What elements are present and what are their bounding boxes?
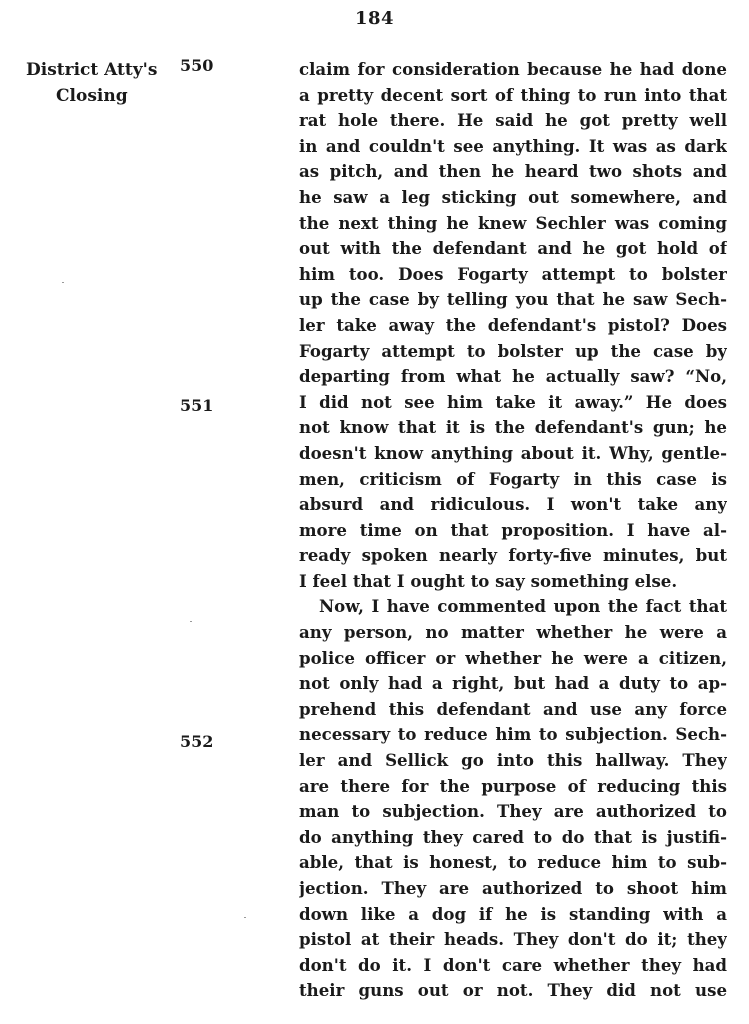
text-line: departing from what he actually saw? “No, bbox=[299, 366, 727, 387]
text-line: not only had a right, but had a duty to ap- bbox=[299, 673, 727, 694]
sidenote-line-2: Closing bbox=[56, 86, 128, 106]
text-line: don't do it. I don't care whether they had bbox=[299, 954, 727, 975]
text-line: men, criticism of Fogarty in this case is bbox=[299, 468, 727, 489]
print-speck bbox=[62, 282, 64, 283]
text-line: necessary to reduce him to subjection. Sech- bbox=[299, 724, 727, 745]
text-line: prehend this defendant and use any force bbox=[299, 698, 727, 719]
sidenote bbox=[26, 57, 157, 109]
marginal-number-551: 551 bbox=[180, 396, 214, 415]
text-line: do anything they cared to do that is justifi- bbox=[299, 826, 727, 847]
print-speck bbox=[244, 917, 246, 918]
text-line: any person, no matter whether he were a bbox=[299, 622, 727, 643]
text-line: Now, I have commented upon the fact that bbox=[319, 596, 727, 617]
text-line: Fogarty attempt to bolster up the case by bbox=[299, 340, 727, 361]
text-line: doesn't know anything about it. Why, gentle- bbox=[299, 442, 727, 463]
text-line: jection. They are authorized to shoot him bbox=[299, 878, 727, 898]
text-line: police officer or whether he were a citizen, bbox=[299, 647, 727, 668]
marginal-number-550: 550 bbox=[180, 56, 214, 75]
text-line: the next thing he knew Sechler was coming bbox=[299, 212, 727, 233]
text-line: he saw a leg sticking out somewhere, and bbox=[299, 186, 727, 207]
page-number: 184 bbox=[354, 8, 395, 29]
marginal-number-552: 552 bbox=[180, 732, 214, 751]
text-line: absurd and ridiculous. I won't take any bbox=[299, 494, 727, 515]
text-line: in and couldn't see anything. It was as dark bbox=[299, 135, 727, 156]
text-line: are there for the purpose of reducing this bbox=[299, 775, 727, 796]
text-line: ler and Sellick go into this hallway. They bbox=[299, 750, 727, 771]
text-line: him too. Does Fogarty attempt to bolster bbox=[299, 263, 727, 284]
text-line: as pitch, and then he heard two shots and bbox=[299, 161, 727, 182]
text-line: I did not see him take it away.” He does bbox=[299, 391, 727, 412]
sidenote-line-1: District Atty's bbox=[26, 60, 158, 80]
text-line: a pretty decent sort of thing to run into that bbox=[299, 84, 727, 105]
text-line: able, that is honest, to reduce him to sub- bbox=[299, 852, 727, 873]
text-line: claim for consideration because he had done bbox=[299, 59, 727, 79]
text-line: pistol at their heads. They don't do it; they bbox=[299, 929, 727, 950]
text-line: rat hole there. He said he got pretty well bbox=[299, 110, 727, 131]
text-line: man to subjection. They are authorized to bbox=[299, 801, 727, 822]
text-line: up the case by telling you that he saw Sech- bbox=[299, 289, 727, 310]
text-line: more time on that proposition. I have al- bbox=[299, 519, 727, 540]
text-line: ler take away the defendant's pistol? Does bbox=[299, 314, 727, 335]
text-line: out with the defendant and he got hold of bbox=[299, 238, 727, 259]
text-line: ready spoken nearly forty-five minutes, but bbox=[299, 545, 727, 566]
text-line: their guns out or not. They did not use bbox=[299, 980, 727, 1001]
text-line: I feel that I ought to say something else. bbox=[299, 570, 678, 591]
body-text bbox=[299, 57, 727, 1004]
text-line: not know that it is the defendant's gun; he bbox=[299, 417, 727, 438]
text-line: down like a dog if he is standing with a bbox=[299, 903, 727, 924]
print-speck bbox=[190, 621, 192, 622]
